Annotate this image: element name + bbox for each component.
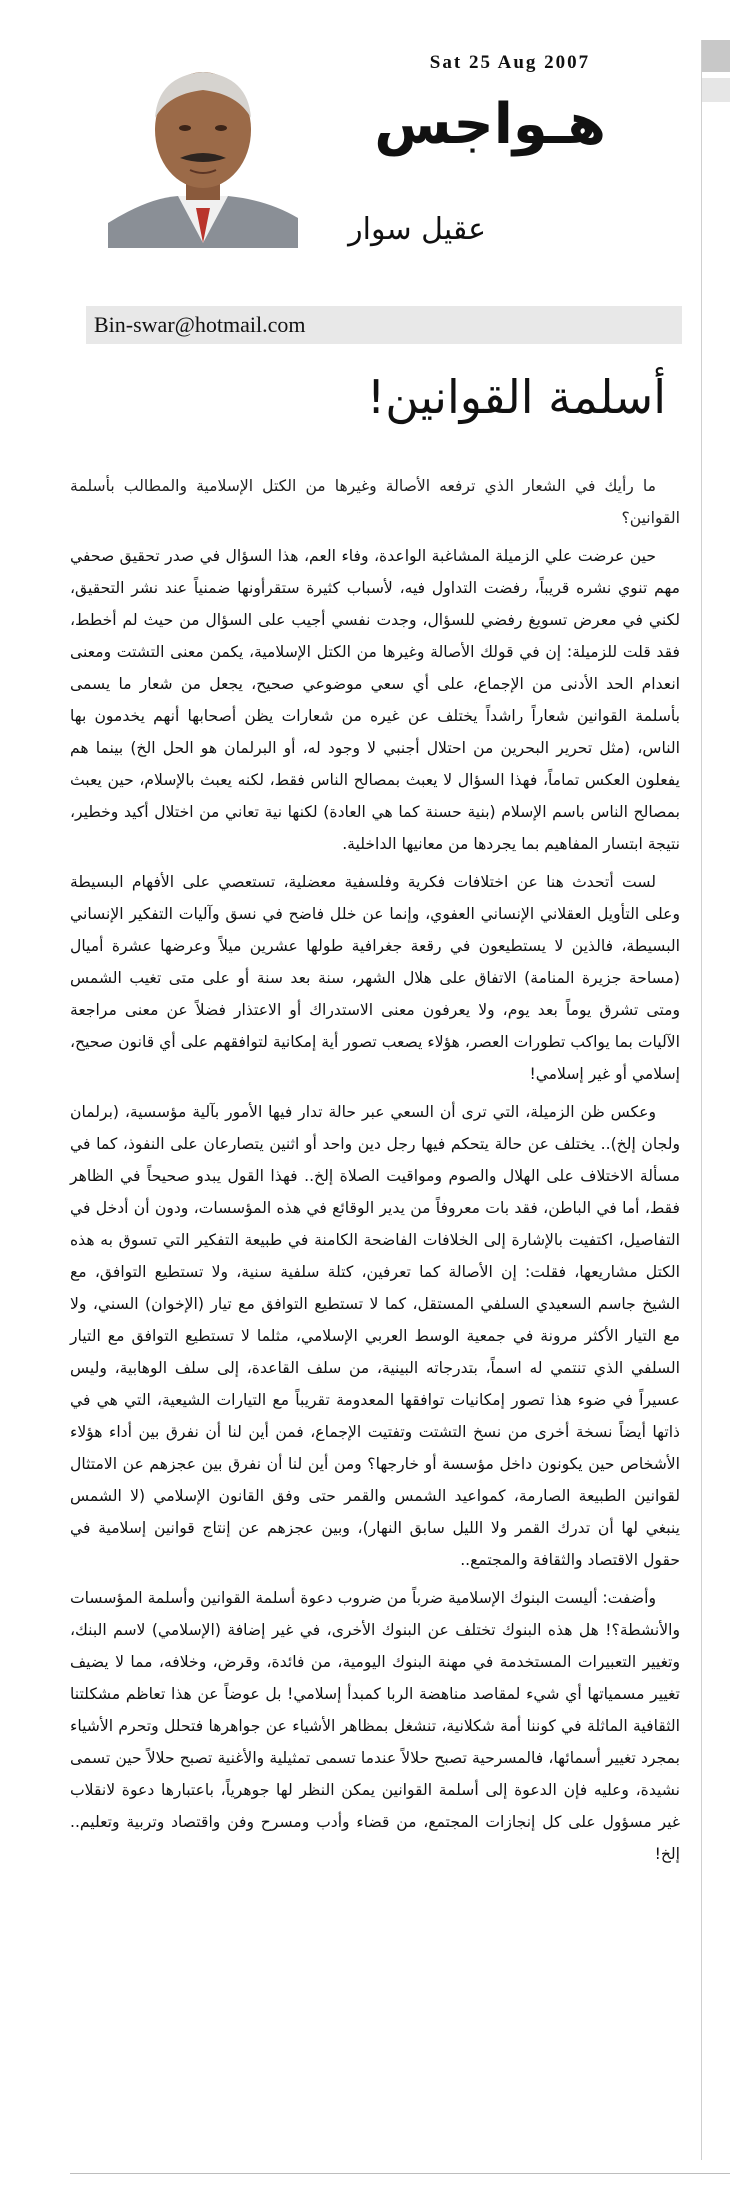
article-paragraph-question: ما رأيك في الشعار الذي ترفعه الأصالة وغيرها من الكتل الإسلامية والمطالب بأسلمة القوانين؟ bbox=[70, 477, 680, 527]
article-paragraph: لست أتحدث هنا عن اختلافات فكرية وفلسفية معضلية، تستعصي على الأفهام البسيطة وعلى التأويل العقلاني الإنساني العفوي، وإنما عن خلل فاضح في نسق وآليات التفكير الإنساني البسيطة، فالذين لا يستطيعون في رقعة جغرافية طولها عشرين ميلاً وعرضها عشرة أميال (مساحة جزيرة المنامة) الاتفاق على هلال الشهر، سنة بعد سنة أو على متى تغيب الشمس ومتى تشرق يوماً بعد يوم، ولا يعرفون معنى الاستدراك أو الاعتذار فضلاً عن معنى مراجعة الآليات بما يواكب تطورات العصر، هؤلاء يصعب تصور أية إمكانية لتوافقهم على أي قانون صحيح، إسلامي أو غير إسلامي! bbox=[70, 873, 680, 1083]
sidebar-block-light bbox=[702, 78, 730, 102]
email-bar bbox=[86, 306, 682, 344]
author-name: عقيل سوار bbox=[348, 212, 486, 247]
article-paragraph: وعكس ظن الزميلة، التي ترى أن السعي عبر حالة تدار فيها الأمور بآلية مؤسسية، (برلمان ولجان إلخ).. يختلف عن حالة يتحكم فيها رجل دين واحد أو اثنين يتصارعان على النفوذ، كما في مسألة الاختلاف على الهلال والصوم ومواقيت الصلاة إلخ.. فهذا القول يبدو صحيحاً في الظاهر فقط، أما في الباطن، فقد بات معروفاً من يدير الوقائع في هذه المؤسسات، ودون أن أدخل في التفاصيل، اكتفيت بالإشارة إلى الخلافات الفاضحة الكامنة في طبيعة التفكير التي تسوق به هذه الكتل مشاريعها، فقلت: إن الأصالة كما تعرفين، كتلة سلفية سنية، ولا تستطيع التوافق، مع الشيخ جاسم السعيدي السلفي المستقل، كما لا تستطيع التوافق مع تيار (الإخوان) السني، ولا مع التيار الأكثر مرونة في جمعية الوسط العربي الإسلامي، مثلما لا تستطيع التوافق مع التيار السلفي الذي تنتمي له اسماً، بتدرجاته البينية، من سلف القاعدة، إلى سلف الوهابية، وليس عسيراً في ضوء هذا تصور إمكانيات توافقها المعدومة تقريباً مع التيارات الشيعية، التي هي في ذاتها أيضاً نسخة أخرى من نسخ التشتت وتفتيت الإجماع، فمن أين لنا أن نفرق بين أداء هؤلاء الأشخاص حين يكونون داخل مؤسسة أو خارجها؟ ومن أين لنا أن نفرق بين عجزهم عن الامتثال لقوانين الطبيعة الصارمة، كمواعيد الشمس والقمر حتى وفق القانون الإسلامي (لا الشمس ينبغي لها أن تدرك القمر ولا الليل سابق النهار)، وبين عجزهم عن إنتاج قوانين إسلامية في حقول الاقتصاد والثقافة والمجتمع.. bbox=[70, 1103, 680, 1569]
author-photo bbox=[108, 58, 298, 248]
article-body bbox=[70, 470, 680, 1876]
column-divider bbox=[701, 40, 702, 2160]
article-paragraph: حين عرضت علي الزميلة المشاغبة الواعدة، وفاء العم، هذا السؤال في صدر تحقيق صحفي مهم تنوي نشره قريباً، رفضت التداول فيه، لأسباب كثيرة ستقرأونها ضمنياً عند نشر التحقيق، لكني في معرض تسويغ رفضي للسؤال، وجدت نفسي أجيب على السؤال من حيث لم أخطط، فقد قلت للزميلة: إن في قولك الأصالة وغيرها من الكتل الإسلامية، يكمن معنى التشتت ومعنى انعدام الحد الأدنى من الإجماع، على أي سعي موضوعي صحيح، يجعل من شعار ما يسمى بأسلمة القوانين شعاراً راشداً يختلف عن غيره من شعارات يظن أصحابها أنهم يخدمون بها الناس، (مثل تحرير البحرين من احتلال أجنبي لا وجود له، أو البرلمان هو الحل الخ) بينما هم يفعلون العكس تماماً، فهذا السؤال لا يعبث بمصالح الناس فقط، لكنه يعبث بالإسلام، حين يعبث بمصالح الناس باسم الإسلام (بنية حسنة كما هي العادة) لكنها نية تعاني من اختلال أكيد وخطير، نتيجة ابتسار المفاهيم بما يجردها من معانيها الداخلية. bbox=[70, 547, 680, 853]
sidebar-block-dark bbox=[702, 40, 730, 72]
column-title: هـواجس bbox=[374, 92, 606, 157]
issue-date: Sat 25 Aug 2007 bbox=[429, 52, 591, 73]
author-email[interactable]: Bin-swar@hotmail.com bbox=[94, 312, 306, 337]
article-headline: أسلمة القوانين! bbox=[366, 370, 666, 424]
bottom-divider bbox=[70, 2173, 730, 2174]
article-paragraph: وأضفت: أليست البنوك الإسلامية ضرباً من ضروب دعوة أسلمة القوانين وأسلمة المؤسسات والأنشطة؟! هل هذه البنوك تختلف عن البنوك الأخرى، في غير إضافة (الإسلامي) لاسم البنك، وتغيير التعبيرات المستخدمة في مهنة البنوك اليومية، من فائدة، وقرض، وخلافه، مما لا يضيف تغيير مسمياتها أي شيء لمقاصد مناهضة الربا كمبدأ إسلامي! بل عوضاً عن هذا تعاظم مشكلتنا الثقافية الماثلة في كوننا أمة شكلانية، تنشغل بمظاهر الأشياء عن جواهرها فتحلل وتحرم الأشياء بمجرد تغيير أسمائها، فالمسرحية تصبح حلالاً عندما تسمى تمثيلية والأغنية تصبح حلالاً حين تسمى نشيدة، وعليه فإن الدعوة إلى أسلمة القوانين يمكن النظر لها جوهرياً، باعتبارها دعوة لانقلاب غير مسؤول على كل إنجازات المجتمع، من قضاء وأدب ومسرح وفن واقتصاد وتربية وتعليم.. إلخ! bbox=[70, 1589, 680, 1863]
